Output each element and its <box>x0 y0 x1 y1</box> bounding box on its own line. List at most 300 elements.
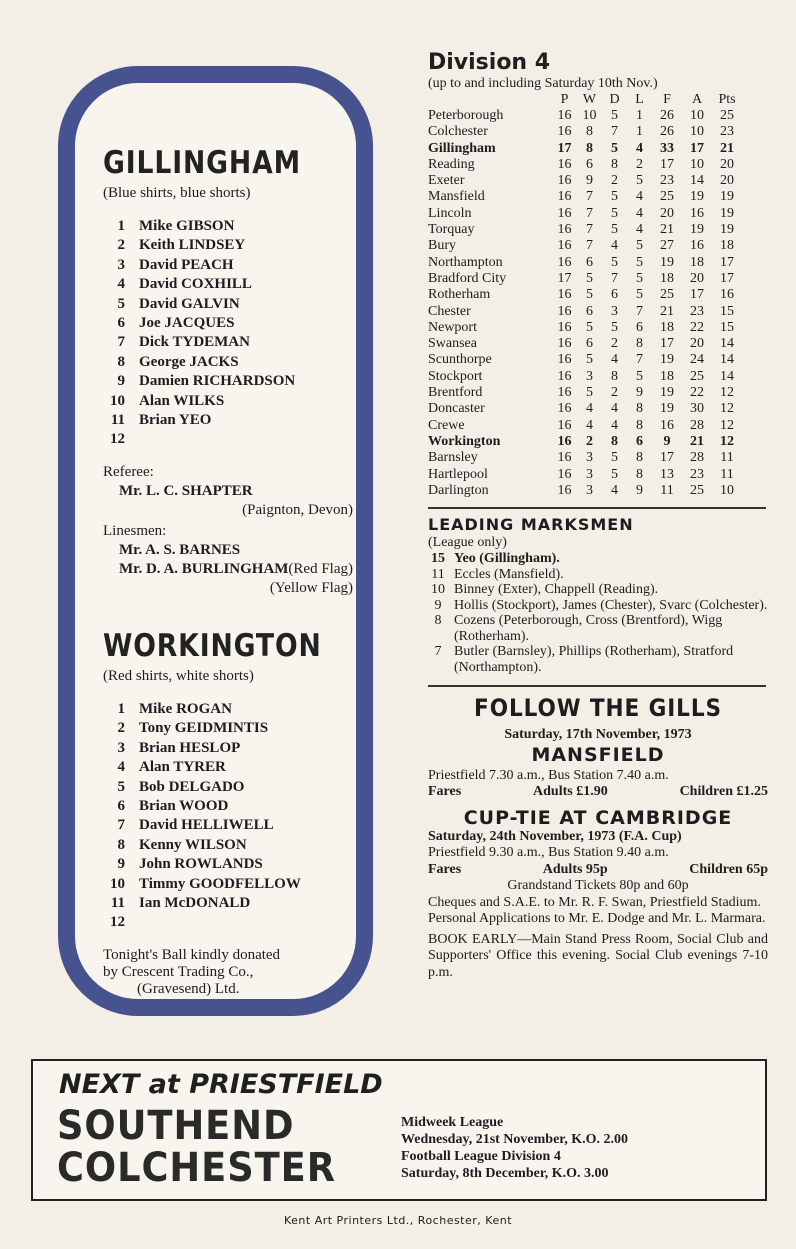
fixture2-date: Saturday, 8th December, K.O. 3.00 <box>401 1166 609 1181</box>
player-name: Keith LINDSEY <box>139 237 246 254</box>
marksman-entry <box>428 644 768 675</box>
referee-name: Mr. L. C. SHAPTER <box>119 482 253 499</box>
league-table-header <box>428 92 742 108</box>
marksman-names: Hollis (Stockport), James (Chester), Svarc (Colchester). <box>454 597 768 613</box>
fixture2-competition: Football League Division 4 <box>401 1149 561 1164</box>
stat-cell: 5 <box>586 385 593 401</box>
team-cell: Bury <box>428 238 456 254</box>
stat-cell: 5 <box>611 140 618 156</box>
player-name: George JACKS <box>139 353 239 370</box>
team-lineups-panel <box>58 66 373 1016</box>
stat-cell: 1 <box>636 108 643 123</box>
stat-cell: 18 <box>720 238 734 254</box>
goal-count: 9 <box>434 597 442 613</box>
stat-cell: 11 <box>720 466 734 482</box>
player-row <box>103 739 353 758</box>
linesman2-name: Mr. D. A. BURLINGHAM <box>119 560 289 577</box>
goal-count: 15 <box>431 551 445 567</box>
table-row <box>428 483 742 499</box>
column-header: P <box>560 92 569 107</box>
goal-count: 7 <box>434 644 442 660</box>
stat-cell: 19 <box>660 401 674 417</box>
player-name: Damien RICHARDSON <box>139 373 296 390</box>
stat-cell: 20 <box>690 270 704 286</box>
stat-cell: 5 <box>611 450 618 466</box>
team-cell: Scunthorpe <box>428 352 492 368</box>
player-row <box>103 430 353 449</box>
stat-cell: 16 <box>557 238 572 254</box>
table-row <box>428 352 742 368</box>
division-title: Division 4 <box>428 50 551 75</box>
stat-cell: 4 <box>586 401 593 417</box>
stat-cell: 28 <box>690 450 704 466</box>
stat-cell: 8 <box>636 417 643 433</box>
linesman1-flag: (Red Flag) <box>288 560 353 577</box>
player-number: 11 <box>110 412 125 429</box>
player-number: 9 <box>117 373 125 390</box>
table-row <box>428 418 742 434</box>
stat-cell: 6 <box>586 336 593 352</box>
book-early-notice: BOOK EARLY—Main Stand Press Room, Social Club and Supporters' Office this evening. Social Club evenings 7-10 p.m. <box>428 931 768 980</box>
team-cell: Swansea <box>428 336 477 352</box>
stat-cell: 2 <box>586 433 593 449</box>
marksman-entry <box>428 598 768 614</box>
player-name: Brian HESLOP <box>139 739 241 756</box>
stat-cell: 16 <box>557 173 572 189</box>
stat-cell: 10 <box>690 124 704 140</box>
stat-cell: 18 <box>690 254 704 270</box>
stat-cell: 12 <box>720 401 734 417</box>
stat-cell: 9 <box>586 173 593 189</box>
stat-cell: 7 <box>636 303 643 319</box>
stat-cell: 10 <box>690 156 704 172</box>
stat-cell: 23 <box>690 466 704 482</box>
trip2-times: Priestfield 9.30 a.m., Bus Station 9.40 a.m. <box>428 845 669 861</box>
column-header: D <box>609 92 620 107</box>
stat-cell: 19 <box>720 205 734 221</box>
stat-cell: 16 <box>557 450 572 466</box>
stat-cell: 8 <box>636 336 643 352</box>
stat-cell: 17 <box>660 450 674 466</box>
team-cell: Mansfield <box>428 189 485 205</box>
stat-cell: 16 <box>557 368 572 384</box>
stat-cell: 20 <box>690 336 704 352</box>
stat-cell: 23 <box>720 124 734 140</box>
player-name: David HELLIWELL <box>139 817 274 834</box>
table-row <box>428 157 742 173</box>
stat-cell: 10 <box>690 108 704 123</box>
column-header: F <box>663 92 671 107</box>
divider <box>428 685 766 687</box>
stat-cell: 4 <box>636 189 643 205</box>
match-officials <box>103 463 353 598</box>
stat-cell: 2 <box>611 385 618 401</box>
team-cell: Northampton <box>428 254 503 270</box>
table-row <box>428 271 742 287</box>
home-team-kit: (Blue shirts, blue shorts) <box>103 185 251 201</box>
stat-cell: 6 <box>586 156 593 172</box>
player-name: Mike GIBSON <box>139 218 235 234</box>
stat-cell: 21 <box>690 433 704 449</box>
table-row <box>428 401 742 417</box>
stat-cell: 3 <box>586 450 593 466</box>
linesman1-name: Mr. A. S. BARNES <box>119 541 241 558</box>
team-cell: Newport <box>428 319 477 335</box>
table-row <box>428 385 742 401</box>
trip1-times: Priestfield 7.30 a.m., Bus Station 7.40 a.m. <box>428 767 669 783</box>
table-row <box>428 108 742 124</box>
next-fixture-details <box>401 1114 628 1182</box>
player-name: Alan WILKS <box>139 392 225 409</box>
stat-cell: 6 <box>586 254 593 270</box>
stat-cell: 5 <box>636 287 643 303</box>
player-name: David COXHILL <box>139 276 252 293</box>
stat-cell: 7 <box>586 189 593 205</box>
goal-count: 11 <box>431 566 445 582</box>
team-cell: Crewe <box>428 417 465 433</box>
stat-cell: 8 <box>636 401 643 417</box>
table-row <box>428 255 742 271</box>
stat-cell: 9 <box>636 385 643 401</box>
match-ball-donation <box>103 947 353 998</box>
stat-cell: 8 <box>636 450 643 466</box>
player-number: 2 <box>117 720 125 737</box>
player-row <box>103 392 353 411</box>
stat-cell: 21 <box>720 140 734 156</box>
player-number: 1 <box>117 218 125 234</box>
right-column <box>428 50 768 981</box>
table-row <box>428 369 742 385</box>
away-team-kit: (Red shirts, white shorts) <box>103 667 254 684</box>
stat-cell: 5 <box>611 466 618 482</box>
fares-label: Fares <box>428 784 462 800</box>
next-title: NEXT at PRIESTFIELD <box>59 1069 383 1100</box>
fixture1-competition: Midweek League <box>401 1115 504 1130</box>
player-row <box>103 275 353 294</box>
stat-cell: 5 <box>611 222 618 238</box>
table-row <box>428 173 742 189</box>
referee-label: Referee: <box>103 463 154 480</box>
child-fare: Children 65p <box>689 861 768 877</box>
player-number: 3 <box>117 256 125 273</box>
goal-count: 8 <box>434 613 442 629</box>
player-number: 10 <box>110 875 125 892</box>
stat-cell: 14 <box>690 173 704 189</box>
player-name: Brian YEO <box>139 412 212 429</box>
stat-cell: 6 <box>611 287 618 303</box>
player-number: 7 <box>117 334 125 351</box>
stat-cell: 12 <box>720 433 734 449</box>
stat-cell: 19 <box>660 352 674 368</box>
stat-cell: 20 <box>720 173 734 189</box>
player-number: 8 <box>117 353 125 370</box>
stat-cell: 9 <box>663 433 671 449</box>
player-row <box>103 797 353 816</box>
team-cell: Exeter <box>428 173 465 189</box>
away-team-name: WORKINGTON <box>103 627 322 664</box>
team-cell: Workington <box>428 433 501 449</box>
player-row <box>103 758 353 777</box>
stat-cell: 16 <box>557 303 572 319</box>
table-row <box>428 287 742 303</box>
marksman-names: Cozens (Peterborough, Cross (Brentford), Wigg (Rotherham). <box>454 613 723 644</box>
trip2-fares <box>428 862 768 879</box>
marksman-entry <box>428 567 768 583</box>
stat-cell: 13 <box>660 466 674 482</box>
stat-cell: 5 <box>636 254 643 270</box>
stat-cell: 10 <box>720 482 734 498</box>
player-name: David PEACH <box>139 256 234 273</box>
stat-cell: 16 <box>557 466 572 482</box>
column-header: Pts <box>718 92 736 107</box>
grandstand-tickets: Grandstand Tickets 80p and 60p <box>507 878 689 894</box>
stat-cell: 5 <box>636 173 643 189</box>
stat-cell: 4 <box>611 417 618 433</box>
player-number: 6 <box>117 315 125 332</box>
stat-cell: 16 <box>557 222 572 238</box>
stat-cell: 19 <box>720 222 734 238</box>
player-name: Mike ROGAN <box>139 700 232 717</box>
player-name: Joe JACQUES <box>139 315 235 332</box>
player-row <box>103 894 353 913</box>
player-name: Alan TYRER <box>139 759 226 776</box>
player-name: Dick TYDEMAN <box>139 334 250 351</box>
donation-line: Tonight's Ball kindly donated <box>103 946 281 963</box>
player-row <box>103 217 353 236</box>
stat-cell: 7 <box>586 205 593 221</box>
stat-cell: 17 <box>660 336 674 352</box>
table-row <box>428 336 742 352</box>
player-number: 4 <box>117 759 125 776</box>
marksman-entry <box>428 582 768 598</box>
stat-cell: 16 <box>557 156 572 172</box>
linesmen-label: Linesmen: <box>103 522 167 539</box>
player-number: 7 <box>117 817 125 834</box>
marksmen-subtitle: (League only) <box>428 535 507 551</box>
stat-cell: 25 <box>690 482 704 498</box>
table-row <box>428 320 742 336</box>
stat-cell: 14 <box>720 368 734 384</box>
stat-cell: 6 <box>586 303 593 319</box>
team-cell: Brentford <box>428 385 483 401</box>
referee-from: (Paignton, Devon) <box>242 501 353 518</box>
stat-cell: 18 <box>660 319 674 335</box>
player-name: Timmy GOODFELLOW <box>139 875 301 892</box>
player-row <box>103 353 353 372</box>
player-row <box>103 836 353 855</box>
stat-cell: 15 <box>720 319 734 335</box>
table-row <box>428 467 742 483</box>
stat-cell: 5 <box>636 270 643 286</box>
player-name: John ROWLANDS <box>139 856 263 873</box>
stat-cell: 6 <box>636 433 643 449</box>
stat-cell: 16 <box>557 189 572 205</box>
stat-cell: 5 <box>586 319 593 335</box>
team-cell: Torquay <box>428 222 475 238</box>
cheques-info: Cheques and S.A.E. to Mr. R. F. Swan, Priestfield Stadium. <box>428 894 761 910</box>
stat-cell: 16 <box>720 287 734 303</box>
table-row <box>428 141 742 157</box>
stat-cell: 10 <box>582 108 597 123</box>
player-name: Tony GEIDMINTIS <box>139 720 269 737</box>
team-column-header <box>428 92 552 108</box>
home-player-list <box>103 217 353 450</box>
stat-cell: 8 <box>611 156 618 172</box>
stat-cell: 6 <box>636 319 643 335</box>
stat-cell: 4 <box>636 222 643 238</box>
team-cell: Peterborough <box>428 108 504 123</box>
stat-cell: 14 <box>720 336 734 352</box>
stat-cell: 2 <box>611 336 618 352</box>
player-number: 8 <box>117 836 125 853</box>
stat-cell: 17 <box>690 140 704 156</box>
stat-cell: 8 <box>586 140 593 156</box>
team-cell: Doncaster <box>428 401 485 417</box>
stat-cell: 20 <box>720 156 734 172</box>
stat-cell: 16 <box>557 417 572 433</box>
player-number: 4 <box>117 276 125 293</box>
stat-cell: 5 <box>586 287 593 303</box>
player-row <box>103 295 353 314</box>
stat-cell: 19 <box>660 254 674 270</box>
donation-line: by Crescent Trading Co., <box>103 963 254 980</box>
marksman-names: Eccles (Mansfield). <box>454 566 564 582</box>
stat-cell: 18 <box>660 368 674 384</box>
stat-cell: 7 <box>611 270 618 286</box>
stat-cell: 26 <box>660 124 674 140</box>
marksman-names: Butler (Barnsley), Phillips (Rotherham), Stratford (Northampton). <box>454 644 734 675</box>
stat-cell: 8 <box>636 466 643 482</box>
stat-cell: 16 <box>690 238 704 254</box>
stat-cell: 3 <box>586 482 593 498</box>
stat-cell: 4 <box>611 482 618 498</box>
stat-cell: 5 <box>586 270 593 286</box>
divider <box>428 507 766 509</box>
stat-cell: 17 <box>720 254 734 270</box>
stat-cell: 4 <box>611 401 618 417</box>
table-row <box>428 189 742 205</box>
stat-cell: 7 <box>611 124 618 140</box>
stat-cell: 7 <box>586 238 593 254</box>
player-number: 1 <box>117 700 125 717</box>
stat-cell: 22 <box>690 319 704 335</box>
stat-cell: 16 <box>557 319 572 335</box>
player-number: 6 <box>117 797 125 814</box>
stat-cell: 8 <box>611 433 618 449</box>
stat-cell: 5 <box>636 238 643 254</box>
stat-cell: 20 <box>660 205 674 221</box>
goal-count: 10 <box>431 582 445 598</box>
player-row <box>103 256 353 275</box>
stat-cell: 16 <box>660 417 674 433</box>
stat-cell: 15 <box>720 303 734 319</box>
stat-cell: 26 <box>660 108 674 123</box>
player-number: 9 <box>117 856 125 873</box>
column-header: L <box>635 92 644 107</box>
stat-cell: 4 <box>636 140 643 156</box>
stat-cell: 16 <box>557 336 572 352</box>
stat-cell: 25 <box>690 368 704 384</box>
linesman2-flag: (Yellow Flag) <box>269 579 353 596</box>
adult-fare: Adults 95p <box>542 861 608 877</box>
division-subtitle: (up to and including Saturday 10th Nov.) <box>428 76 658 91</box>
stat-cell: 30 <box>690 401 704 417</box>
printer-imprint: Kent Art Printers Ltd., Rochester, Kent <box>283 1214 513 1227</box>
stat-cell: 16 <box>557 205 572 221</box>
player-name: Bob DELGADO <box>139 778 245 795</box>
marksman-entry <box>428 551 768 567</box>
column-header: W <box>582 92 597 107</box>
marksman-names: Binney (Exter), Chappell (Reading). <box>454 582 659 598</box>
stat-cell: 5 <box>636 368 643 384</box>
personal-applications: Personal Applications to Mr. E. Dodge and Mr. L. Marmara. <box>428 911 766 927</box>
donation-line: (Gravesend) Ltd. <box>137 980 240 997</box>
player-name: David GALVIN <box>139 295 240 312</box>
away-player-list <box>103 700 353 933</box>
stat-cell: 5 <box>611 254 618 270</box>
player-row <box>103 236 353 255</box>
home-team-name: GILLINGHAM <box>103 145 301 181</box>
player-number: 3 <box>117 739 125 756</box>
table-row <box>428 238 742 254</box>
team-cell: Darlington <box>428 482 489 498</box>
cup-tie-title: CUP-TIE AT CAMBRIDGE <box>463 806 733 829</box>
stat-cell: 16 <box>557 108 572 123</box>
next-opponent-2: COLCHESTER <box>57 1145 336 1191</box>
stat-cell: 3 <box>586 466 593 482</box>
stat-cell: 5 <box>611 319 618 335</box>
player-row <box>103 816 353 835</box>
player-row <box>103 411 353 430</box>
team-cell: Rotherham <box>428 287 491 303</box>
team-cell: Lincoln <box>428 205 472 221</box>
player-row <box>103 855 353 874</box>
column-header: A <box>691 92 703 107</box>
marksmen-list <box>428 551 768 675</box>
player-name: Brian WOOD <box>139 797 229 814</box>
stat-cell: 16 <box>557 124 572 140</box>
player-row <box>103 913 353 932</box>
next-opponent-1: SOUTHEND <box>57 1103 295 1149</box>
stat-cell: 2 <box>636 156 643 172</box>
stat-cell: 16 <box>557 433 572 449</box>
stat-cell: 24 <box>690 352 704 368</box>
stat-cell: 12 <box>720 385 734 401</box>
player-row <box>103 372 353 391</box>
team-cell: Hartlepool <box>428 466 488 482</box>
player-row <box>103 314 353 333</box>
stat-cell: 25 <box>660 287 674 303</box>
player-row <box>103 719 353 738</box>
stat-cell: 7 <box>636 352 643 368</box>
stat-cell: 4 <box>586 417 593 433</box>
table-row <box>428 450 742 466</box>
stat-cell: 25 <box>720 108 734 123</box>
player-number: 11 <box>110 894 125 911</box>
table-row <box>428 434 742 450</box>
stat-cell: 5 <box>611 205 618 221</box>
player-number: 5 <box>117 295 125 312</box>
stat-cell: 16 <box>557 254 572 270</box>
team-cell: Stockport <box>428 368 483 384</box>
stat-cell: 2 <box>611 173 618 189</box>
stat-cell: 11 <box>720 450 734 466</box>
stat-cell: 16 <box>557 287 572 303</box>
stat-cell: 5 <box>611 189 618 205</box>
stat-cell: 19 <box>660 385 674 401</box>
league-table <box>428 92 742 499</box>
marksman-entry <box>428 613 768 644</box>
